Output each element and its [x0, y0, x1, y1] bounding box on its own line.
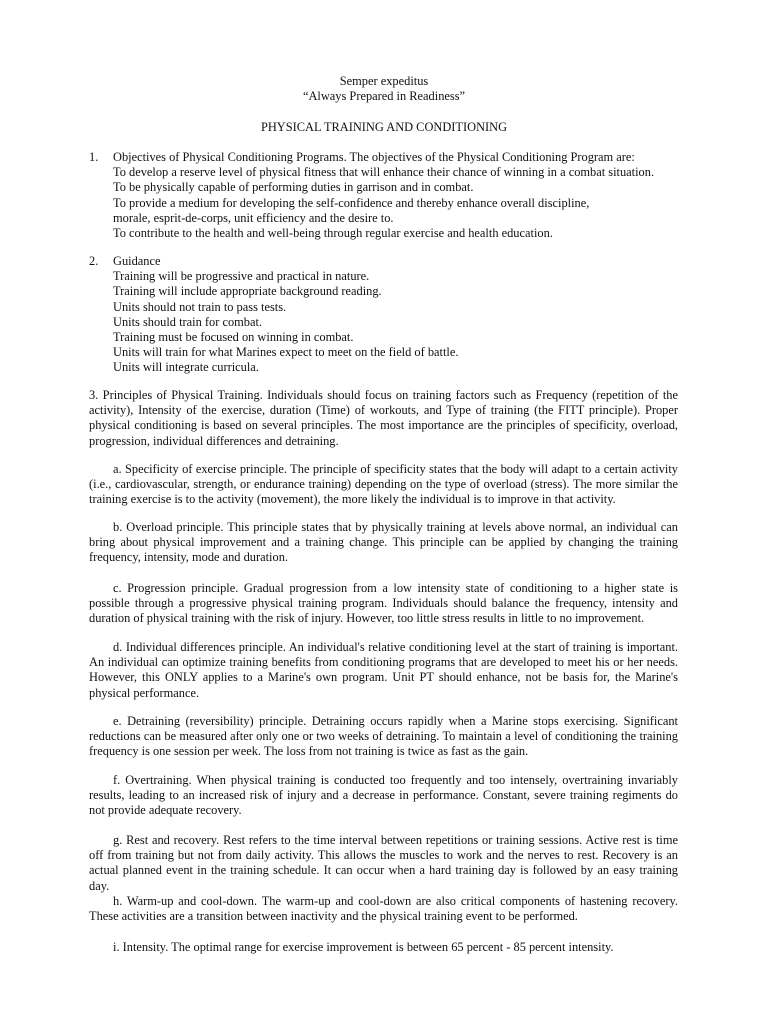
section-2-item: Units will integrate curricula.	[113, 360, 259, 375]
principle-i-text: i. Intensity. The optimal range for exercise improvement is between 65 percent - 85 percent intensity.	[113, 940, 614, 954]
principle-f-text: f. Overtraining. When physical training is conducted too frequently and too intensely, overtraining invariably results, leading to an increased risk of injury and a decrease in performance. Constant, severe training regiments do not provide adequate recovery.	[89, 773, 678, 818]
principle-h	[89, 894, 678, 924]
section-2-item: Training must be focused on winning in combat.	[113, 329, 354, 344]
section-2-number: 2.	[89, 254, 99, 268]
section-1-item: To be physically capable of performing duties in garrison and in combat.	[113, 180, 474, 195]
motto-translation: “Always Prepared in Readiness”	[302, 89, 466, 103]
section-1-body	[113, 150, 654, 241]
principle-c	[89, 581, 678, 627]
section-2-body	[113, 254, 458, 376]
section-2-heading: Guidance	[113, 254, 161, 268]
section-2-item: Training will include appropriate background reading.	[113, 284, 382, 299]
principle-e-text: e. Detraining (reversibility) principle. Detraining occurs rapidly when a Marine stops exercising. Significant reductions can be measured after only one or two weeks of detraining. To maintain a level of conditioning the training frequency is one session per week. The loss from not training is twice as fast as the gain.	[89, 714, 678, 759]
motto: Semper expeditus	[339, 74, 429, 88]
principle-f	[89, 773, 678, 819]
principle-d-text: d. Individual differences principle. An individual's relative conditioning level at the start of training is important. An individual can optimize training benefits from conditioning programs that are developed to meet his or her needs. However, this ONLY applies to a Marine's own program. Unit PT should enhance, not be basis for, the Marine's physical performance.	[89, 640, 678, 700]
section-1-heading: Objectives of Physical Conditioning Programs. The objectives of the Physical Conditioning Program are:	[113, 150, 635, 164]
section-1-item: morale, esprit-de-corps, unit efficiency and the desire to.	[113, 210, 394, 225]
principle-d	[89, 640, 678, 701]
principle-i	[89, 940, 678, 955]
principle-a	[89, 462, 678, 508]
section-2-item: Units should not train to pass tests.	[113, 299, 287, 314]
principle-b-text: b. Overload principle. This principle states that by physically training at levels above normal, an individual can bring about physical improvement and a training change. This principle can be applied by changing the training frequency, intensity, mode and duration.	[89, 520, 678, 565]
principle-c-text: c. Progression principle. Gradual progression from a low intensity state of conditioning to a higher state is possible through a progressive physical training program. Individuals should balance the frequency, intensity and duration of physical training with the risk of injury. However, too little stress results in little to no improvement.	[89, 581, 678, 626]
section-3-intro: 3. Principles of Physical Training. Individuals should focus on training factors such as Frequency (repetition of the activity), Intensity of the exercise, duration (Time) of workouts, and Type of training (the FITT principle). Proper physical conditioning is based on several principles. The most importance are the principles of specificity, overload, progression, individual differences and detraining.	[89, 388, 678, 448]
section-2-item: Units should train for combat.	[113, 314, 263, 329]
section-1-item: To provide a medium for developing the self-confidence and thereby enhance overall discipline,	[113, 195, 590, 210]
section-1-number: 1.	[89, 150, 99, 164]
section-2-item: Training will be progressive and practical in nature.	[113, 269, 370, 284]
section-1-item: To contribute to the health and well-being through regular exercise and health education.	[113, 225, 553, 240]
principle-g-text: g. Rest and recovery. Rest refers to the time interval between repetitions or training sessions. Active rest is time off from training but not from daily activity. This allows the muscles to work and the nerves to rest. Recovery is an actual planned event in the training schedule. It can occur when a hard training day is followed by an easy training day.	[89, 833, 678, 893]
principle-g	[89, 833, 678, 894]
principle-e	[89, 714, 678, 760]
section-2-item: Units will train for what Marines expect to meet on the field of battle.	[113, 345, 459, 360]
principle-a-text: a. Specificity of exercise principle. The principle of specificity states that the body will adapt to a certain activity (i.e., cardiovascular, strength, or endurance training) depending on the type of overload (stress). The more similar the training exercise is to the activity (movement), the more likely the individual is to improve in that activity.	[89, 462, 678, 507]
section-1-item: To develop a reserve level of physical fitness that will enhance their chance of winning in a combat situation.	[113, 165, 655, 180]
principle-h-text: h. Warm-up and cool-down. The warm-up and cool-down are also critical components of hastening recovery. These activities are a transition between inactivity and the physical training event to be performed.	[89, 894, 678, 924]
page-title: PHYSICAL TRAINING AND CONDITIONING	[260, 120, 508, 134]
principle-b	[89, 520, 678, 566]
